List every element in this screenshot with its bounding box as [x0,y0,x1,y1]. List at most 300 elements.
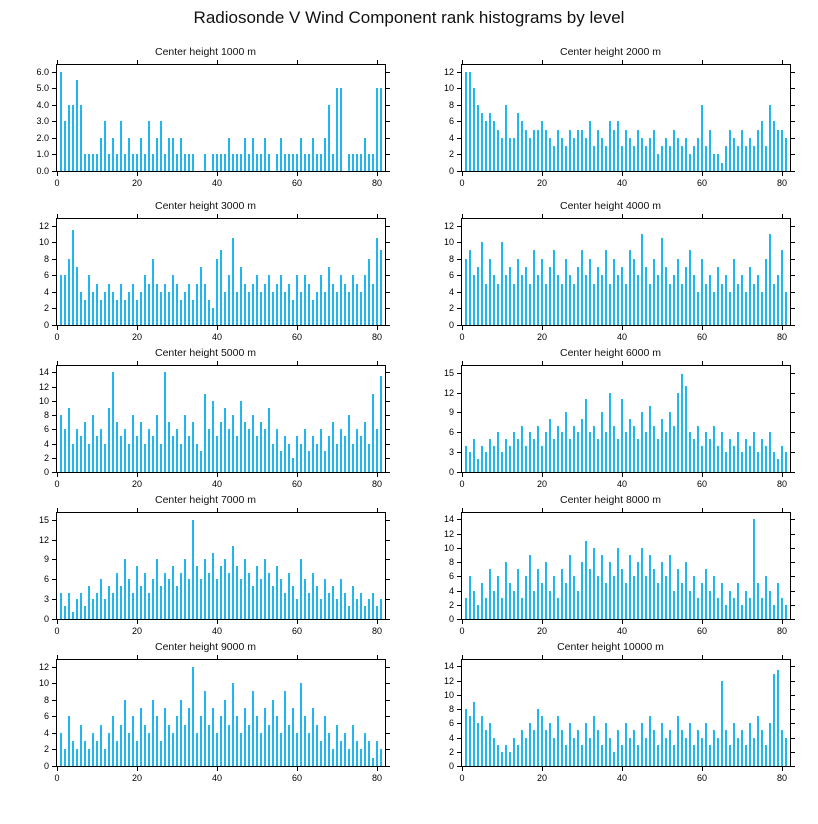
bar [553,576,556,619]
x-tick-label: 80 [776,178,788,188]
bar [625,432,628,472]
bar [689,432,692,472]
y-tick-mark [457,412,461,413]
x-tick-mark-top [297,655,298,659]
bar [240,733,243,766]
y-tick-mark [52,372,56,373]
bar [284,154,287,171]
y-tick-label: 4.0 [36,99,49,110]
bar [513,738,516,766]
y-tick-label: 12 [443,528,454,539]
x-tick-label: 40 [211,332,223,342]
bar [621,569,624,619]
bar [641,548,644,619]
y-tick-label: 10 [443,83,454,94]
bar [757,716,760,766]
bar [653,426,656,472]
bar [320,741,323,766]
bar [376,606,379,619]
bar [100,725,103,766]
bar [188,284,191,325]
bar [244,284,247,325]
y-tick-label: 2 [43,452,49,463]
y-tick-mark [457,562,461,563]
bar [144,573,147,619]
bar-series [462,65,790,171]
bar [352,275,355,325]
x-tick-label: 60 [696,178,708,188]
y-tick-mark [52,138,56,139]
panel-title: Center height 8000 m [560,494,661,506]
x-tick-mark [57,326,58,330]
bar [773,605,776,619]
y-tick-label: 14 [443,661,454,672]
bar [268,154,271,171]
bar [701,105,704,171]
bar [641,723,644,766]
bar [689,250,692,325]
bar [549,267,552,325]
y-tick-label: 0 [448,166,454,176]
bar [280,451,283,472]
bar [216,259,219,325]
bar [525,446,528,473]
y-tick-label: 6.0 [36,66,49,77]
bar [200,716,203,766]
bar [156,716,159,766]
bar [653,259,656,325]
x-tick-label: 80 [371,626,383,636]
bar [529,555,532,619]
bar [372,284,375,325]
bar [741,605,744,619]
bar [713,426,716,472]
bar [705,569,708,619]
plot-area [56,64,386,172]
bar [785,605,788,619]
y-tick-mark-right [791,695,795,696]
x-tick-label: 40 [616,773,628,783]
bar [176,429,179,472]
x-tick-mark-top [377,508,378,512]
y-tick-mark-right [386,667,390,668]
bar [761,121,764,171]
bar [625,130,628,171]
y-tick-label: 14 [443,514,454,525]
y-tick-label: 6 [448,270,454,281]
chart-panel [413,200,808,350]
bar [136,154,139,171]
bar [597,130,600,171]
bar [661,146,664,171]
bar [284,593,287,620]
bar [336,292,339,325]
bar [344,593,347,620]
x-tick-mark [57,767,58,771]
y-tick-mark-right [386,559,390,560]
bar [741,452,744,472]
chart-panel [8,641,403,791]
bar [192,667,195,766]
bar [589,432,592,472]
bar [88,586,91,619]
y-tick-mark-right [386,72,390,73]
bar [288,725,291,766]
bar [108,586,111,619]
bar [781,446,784,473]
bar [136,741,139,766]
x-tick-mark [462,473,463,477]
bar [781,598,784,619]
bar [312,300,315,325]
bar [473,702,476,766]
x-tick-mark [137,172,138,176]
bar [753,519,756,619]
x-tick-mark-top [782,655,783,659]
bar [316,586,319,619]
bar [124,300,127,325]
y-tick-label: 15 [38,514,49,525]
y-tick-label: 0.0 [36,166,49,176]
bar [304,154,307,171]
bar [296,436,299,472]
bar [268,573,271,619]
bar [749,598,752,619]
bar [697,292,700,325]
bar [585,275,588,325]
plot-area [56,218,386,326]
bar [200,267,203,325]
bar [308,733,311,766]
bar [621,745,624,766]
bar [88,275,91,325]
bar [128,138,131,171]
bar [733,446,736,473]
y-tick-mark-right [791,275,795,276]
bar [152,579,155,619]
bar [380,88,383,171]
x-tick-label: 20 [131,479,143,489]
bar [593,548,596,619]
bar [585,541,588,619]
y-tick-label: 0 [43,467,49,477]
bar [713,730,716,766]
y-tick-mark [52,683,56,684]
bar [629,250,632,325]
x-tick-mark-top [217,655,218,659]
bar [104,292,107,325]
bar [360,593,363,620]
bar [533,439,536,472]
y-tick-mark [52,121,56,122]
bar [685,267,688,325]
bar-series [57,366,385,472]
y-tick-mark-right [386,472,390,473]
bar [537,426,540,472]
bar [753,738,756,766]
bar [581,562,584,619]
bar [208,300,211,325]
x-tick-label: 20 [131,332,143,342]
bar [505,745,508,766]
chart-panel [8,200,403,350]
bar [641,412,644,472]
bar [236,716,239,766]
bar [681,730,684,766]
y-tick-label: 4 [448,585,454,596]
bar [485,598,488,619]
bar [649,406,652,472]
bar [729,745,732,766]
bar [372,758,375,766]
bar [529,723,532,766]
bar [517,259,520,325]
bar [717,446,720,473]
x-tick-label: 80 [776,332,788,342]
bar [781,130,784,171]
y-tick-mark [52,415,56,416]
y-tick-mark [457,393,461,394]
bar [761,292,764,325]
y-tick-label: 0 [43,320,49,330]
y-tick-label: 0 [448,761,454,771]
bar [773,674,776,766]
y-tick-mark [457,373,461,374]
bar [312,708,315,766]
bar [96,593,99,620]
x-tick-mark [57,473,58,477]
x-tick-mark-top [297,214,298,218]
bar [557,598,560,619]
bar [653,130,656,171]
bar [160,741,163,766]
bar [709,275,712,325]
x-tick-mark [622,620,623,624]
bar [84,422,87,472]
x-tick-mark-top [702,508,703,512]
bar [569,275,572,325]
bar [497,130,500,171]
bar [208,725,211,766]
bar [509,446,512,473]
bar [308,593,311,620]
bar [356,429,359,472]
bar [597,439,600,472]
bar [132,284,135,325]
x-tick-label: 20 [536,773,548,783]
y-tick-mark [457,723,461,724]
bar [709,745,712,766]
bar [140,708,143,766]
bar [276,284,279,325]
bar [489,259,492,325]
bar [657,275,660,325]
bar [661,723,664,766]
bar [677,259,680,325]
bar [124,429,127,472]
y-tick-mark [457,292,461,293]
bar [280,138,283,171]
bar [320,429,323,472]
bar [681,583,684,619]
x-tick-label: 60 [291,332,303,342]
y-tick-mark-right [791,534,795,535]
y-tick-mark-right [791,226,795,227]
bar [741,275,744,325]
bar [541,716,544,766]
y-tick-mark-right [386,415,390,416]
x-tick-mark [542,473,543,477]
bar [120,725,123,766]
bar [92,733,95,766]
bar [629,138,632,171]
bar [653,569,656,619]
x-tick-mark-top [137,655,138,659]
bar [164,154,167,171]
bar [609,121,612,171]
x-tick-label: 0 [54,773,60,783]
bar [220,154,223,171]
bar [577,267,580,325]
y-tick-label: 12 [38,381,49,392]
plot-area [461,512,791,620]
bar [601,745,604,766]
x-tick-mark [542,172,543,176]
x-tick-mark-top [377,361,378,365]
bar [120,436,123,472]
bar [521,275,524,325]
x-tick-mark [377,473,378,477]
bar [717,267,720,325]
bar [296,599,299,619]
bar [769,723,772,766]
bar [725,452,728,472]
x-tick-label: 60 [696,479,708,489]
y-tick-mark-right [791,752,795,753]
bar [272,292,275,325]
bar [633,146,636,171]
bar [545,284,548,325]
y-tick-mark [52,242,56,243]
bar [665,738,668,766]
y-tick-mark [457,226,461,227]
y-tick-mark-right [386,372,390,373]
bar [236,292,239,325]
bar [172,138,175,171]
bar [244,559,247,619]
bar [100,579,103,619]
bar [721,432,724,472]
bar [96,154,99,171]
y-tick-mark [457,766,461,767]
bar [689,723,692,766]
bar [64,429,67,472]
bar [332,284,335,325]
x-tick-mark-top [462,214,463,218]
bar [292,154,295,171]
bar [88,154,91,171]
bar [344,284,347,325]
bar [88,444,91,472]
bar [533,591,536,619]
y-tick-mark [52,472,56,473]
bar [509,267,512,325]
y-tick-label: 0 [448,614,454,624]
bar [172,733,175,766]
bar [641,138,644,171]
bar [657,439,660,472]
y-tick-mark-right [791,105,795,106]
bar [553,250,556,325]
bar [745,292,748,325]
y-tick-label: 8 [448,704,454,715]
bar [212,708,215,766]
bar [733,598,736,619]
bar [697,598,700,619]
bar [505,105,508,171]
bar [713,154,716,171]
y-tick-mark-right [386,619,390,620]
x-tick-mark-top [57,60,58,64]
bar [621,399,624,472]
x-tick-mark [377,326,378,330]
bar [541,121,544,171]
bar [545,432,548,472]
bar [316,292,319,325]
bar [765,259,768,325]
y-tick-mark-right [386,242,390,243]
bar [288,573,291,619]
bar [773,284,776,325]
bar [605,250,608,325]
bar [637,745,640,766]
y-tick-mark [52,749,56,750]
bar [352,586,355,619]
bar [248,573,251,619]
y-tick-label: 8 [448,99,454,110]
x-tick-mark [57,172,58,176]
bar [264,708,267,766]
bar [336,88,339,171]
x-tick-mark [702,326,703,330]
bar [465,598,468,619]
y-tick-label: 10 [443,542,454,553]
bar [701,446,704,473]
x-tick-mark [702,473,703,477]
x-tick-mark [782,326,783,330]
bar [192,520,195,619]
bar [653,730,656,766]
bar [304,716,307,766]
bar [280,733,283,766]
y-tick-mark-right [791,308,795,309]
bar [481,583,484,619]
bar [328,267,331,325]
bar [737,432,740,472]
bar [168,292,171,325]
bar [356,154,359,171]
bar [336,725,339,766]
x-tick-label: 60 [291,773,303,783]
x-tick-mark-top [542,361,543,365]
bar [581,250,584,325]
bar [68,593,71,620]
bar [272,700,275,766]
y-tick-mark-right [791,723,795,724]
bar [593,426,596,472]
y-tick-mark [457,576,461,577]
bar [316,154,319,171]
